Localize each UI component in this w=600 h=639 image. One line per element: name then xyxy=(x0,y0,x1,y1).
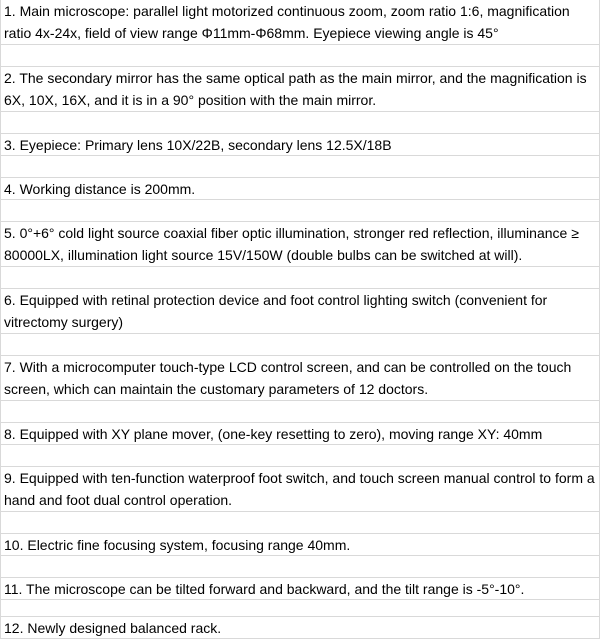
spacer-row xyxy=(1,156,599,178)
spec-item-6: 6. Equipped with retinal protection device and foot control lighting switch (convenient for vitrectomy surgery) xyxy=(4,292,548,330)
spec-row-2 xyxy=(1,67,599,112)
spec-row-1 xyxy=(1,0,599,45)
spec-item-2: 2. The secondary mirror has the same optical path as the main mirror, and the magnification is 6X, 10X, 16X, and it is in a 90° position with the main mirror. xyxy=(4,70,587,108)
spec-item-3: 3. Eyepiece: Primary lens 10X/22B, secondary lens 12.5X/18B xyxy=(4,137,392,153)
spacer-row xyxy=(1,267,599,289)
spacer-row xyxy=(1,112,599,134)
spec-item-5: 5. 0°+6° cold light source coaxial fiber optic illumination, stronger red reflection, illuminance ≥ 80000LX, illumination light source 15V/150W (double bulbs can be switched at will). xyxy=(4,225,579,263)
spec-row-3 xyxy=(1,134,599,156)
spec-row-7 xyxy=(1,356,599,401)
spec-item-11: 11. The microscope can be tilted forward and backward, and the tilt range is -5°-10°. xyxy=(4,581,525,597)
spacer-row xyxy=(1,556,599,578)
spec-row-8 xyxy=(1,423,599,445)
spacer-row xyxy=(1,445,599,467)
spec-row-12 xyxy=(1,617,599,639)
spacer-row xyxy=(1,45,599,67)
spec-item-9: 9. Equipped with ten-function waterproof foot switch, and touch screen manual control to form a hand and foot dual control operation. xyxy=(4,470,595,508)
spec-row-10 xyxy=(1,534,599,556)
spec-row-11 xyxy=(1,578,599,600)
spec-item-10: 10. Electric fine focusing system, focusing range 40mm. xyxy=(4,537,351,553)
spec-row-5 xyxy=(1,222,599,267)
spec-row-9 xyxy=(1,467,599,512)
spec-item-8: 8. Equipped with XY plane mover, (one-key resetting to zero), moving range XY: 40mm xyxy=(4,426,543,442)
spec-item-12: 12. Newly designed balanced rack. xyxy=(4,620,222,636)
spec-item-1: 1. Main microscope: parallel light motorized continuous zoom, zoom ratio 1:6, magnification ratio 4x-24x, field of view range Φ11mm-Φ68mm. Eyepiece viewing angle is 45° xyxy=(4,3,570,41)
spec-item-4: 4. Working distance is 200mm. xyxy=(4,181,196,197)
spacer-row xyxy=(1,512,599,534)
spacer-row xyxy=(1,401,599,423)
spacer-row xyxy=(1,600,599,617)
spec-row-4 xyxy=(1,178,599,200)
spec-row-6 xyxy=(1,289,599,334)
spacer-row xyxy=(1,334,599,356)
spec-item-7: 7. With a microcomputer touch-type LCD control screen, and can be controlled on the touch screen, which can maintain the customary parameters of 12 doctors. xyxy=(4,359,572,397)
spacer-row xyxy=(1,200,599,222)
